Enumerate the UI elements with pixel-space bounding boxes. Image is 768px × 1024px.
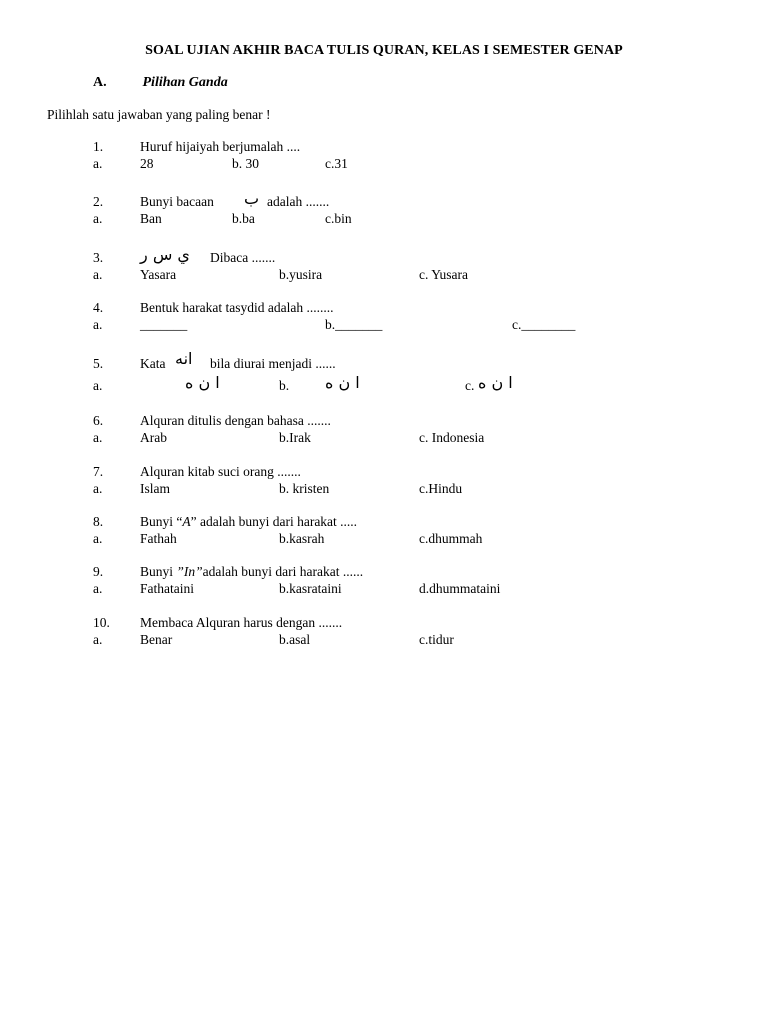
- options-7: [0, 481, 768, 499]
- option-label: a.: [93, 632, 103, 647]
- question-stem-post: adalah bunyi dari harakat ......: [202, 564, 364, 579]
- option-a: Fathataini: [140, 581, 194, 596]
- page-title: SOAL UJIAN AKHIR BACA TULIS QURAN, KELAS I SEMESTER GENAP: [145, 43, 623, 58]
- option-label: a.: [93, 531, 103, 546]
- arabic-letter: ب: [244, 189, 260, 208]
- question-2: [0, 189, 768, 212]
- option-b: b. 30: [232, 156, 259, 171]
- option-c: c. Indonesia: [419, 430, 485, 445]
- question-10: [0, 615, 768, 633]
- options-5: [0, 373, 768, 396]
- section-heading: [93, 75, 228, 91]
- option-c: ا ن ه: [478, 373, 513, 392]
- question-5: [0, 349, 768, 374]
- question-number: 10.: [93, 615, 110, 630]
- option-b: b.asal: [279, 632, 311, 647]
- option-c: c.dhummah: [419, 531, 483, 546]
- option-b: b._______: [325, 317, 383, 332]
- question-number: 4.: [93, 300, 104, 315]
- question-stem-post: Dibaca .......: [210, 250, 276, 265]
- question-4: [0, 300, 768, 318]
- option-label: a.: [93, 430, 103, 445]
- question-stem: Membaca Alquran harus dengan .......: [140, 615, 343, 630]
- question-7: [0, 464, 768, 482]
- question-number: 2.: [93, 194, 104, 209]
- question-stem-post: adalah .......: [267, 194, 330, 209]
- option-a: Benar: [140, 632, 173, 647]
- question-stem: Alquran kitab suci orang .......: [140, 464, 301, 479]
- option-label: a.: [93, 581, 103, 596]
- option-a: Yasara: [140, 267, 177, 282]
- question-stem: Bentuk harakat tasydid adalah ........: [140, 300, 334, 315]
- option-b: b.kasrataini: [279, 581, 342, 596]
- option-c: c.________: [512, 317, 576, 332]
- option-b: ا ن ه: [325, 373, 360, 392]
- option-c: d.dhummataini: [419, 581, 501, 596]
- option-c: c.tidur: [419, 632, 454, 647]
- question-stem-pre: Kata: [140, 356, 166, 371]
- option-label: a.: [93, 267, 103, 282]
- option-a: Islam: [140, 481, 170, 496]
- question-number: 8.: [93, 514, 104, 529]
- options-8: [0, 531, 768, 549]
- question-stem-post: ” adalah bunyi dari harakat .....: [190, 514, 358, 529]
- option-label: b.: [279, 378, 290, 393]
- question-stem: Alquran ditulis dengan bahasa .......: [140, 413, 331, 428]
- options-1: [0, 156, 768, 174]
- option-c: c.Hindu: [419, 481, 463, 496]
- question-number: 6.: [93, 413, 104, 428]
- instruction-text: Pilihlah satu jawaban yang paling benar !: [47, 107, 271, 122]
- question-9: [0, 564, 768, 582]
- option-c: c.31: [325, 156, 348, 171]
- question-number: 1.: [93, 139, 104, 154]
- option-c: c. Yusara: [419, 267, 468, 282]
- option-label: a.: [93, 378, 103, 393]
- question-stem: [140, 564, 363, 580]
- option-label: a.: [93, 481, 103, 496]
- question-stem: Huruf hijaiyah berjumalah ....: [140, 139, 301, 154]
- question-number: 3.: [93, 250, 104, 265]
- option-a: Ban: [140, 211, 162, 226]
- option-a: ا ن ه: [185, 373, 220, 392]
- question-3: [0, 245, 768, 268]
- question-number: 5.: [93, 356, 104, 371]
- question-stem-em: A: [182, 514, 191, 529]
- question-stem-pre: Bunyi: [140, 564, 177, 579]
- option-label: c.: [465, 378, 475, 393]
- option-label: a.: [93, 156, 103, 171]
- arabic-word: ي س ر: [140, 245, 190, 264]
- question-number: 7.: [93, 464, 104, 479]
- question-stem-post: bila diurai menjadi ......: [210, 356, 336, 371]
- question-stem-pre: Bunyi bacaan: [140, 194, 214, 209]
- options-2: [0, 211, 768, 229]
- section-letter: A.: [93, 75, 107, 90]
- option-c: c.bin: [325, 211, 352, 226]
- question-stem-pre: Bunyi “: [140, 514, 183, 529]
- question-6: [0, 413, 768, 431]
- question-stem: [140, 514, 357, 530]
- option-label: a.: [93, 211, 103, 226]
- option-b: b.ba: [232, 211, 255, 226]
- options-9: [0, 581, 768, 599]
- option-b: b. kristen: [279, 481, 330, 496]
- options-10: [0, 632, 768, 650]
- option-b: b.Irak: [279, 430, 311, 445]
- options-6: [0, 430, 768, 448]
- question-1: [0, 139, 768, 157]
- arabic-word: انه: [175, 349, 193, 368]
- option-a: 28: [140, 156, 154, 171]
- option-b: b.yusira: [279, 267, 323, 282]
- option-b: b.kasrah: [279, 531, 325, 546]
- section-name: Pilihan Ganda: [142, 75, 228, 90]
- question-number: 9.: [93, 564, 104, 579]
- options-4: [0, 317, 768, 335]
- option-a: Arab: [140, 430, 167, 445]
- question-8: [0, 514, 768, 532]
- question-stem-em: ”In”: [176, 564, 203, 579]
- option-label: a.: [93, 317, 103, 332]
- option-a: Fathah: [140, 531, 177, 546]
- option-a: _______: [140, 317, 188, 332]
- options-3: [0, 267, 768, 285]
